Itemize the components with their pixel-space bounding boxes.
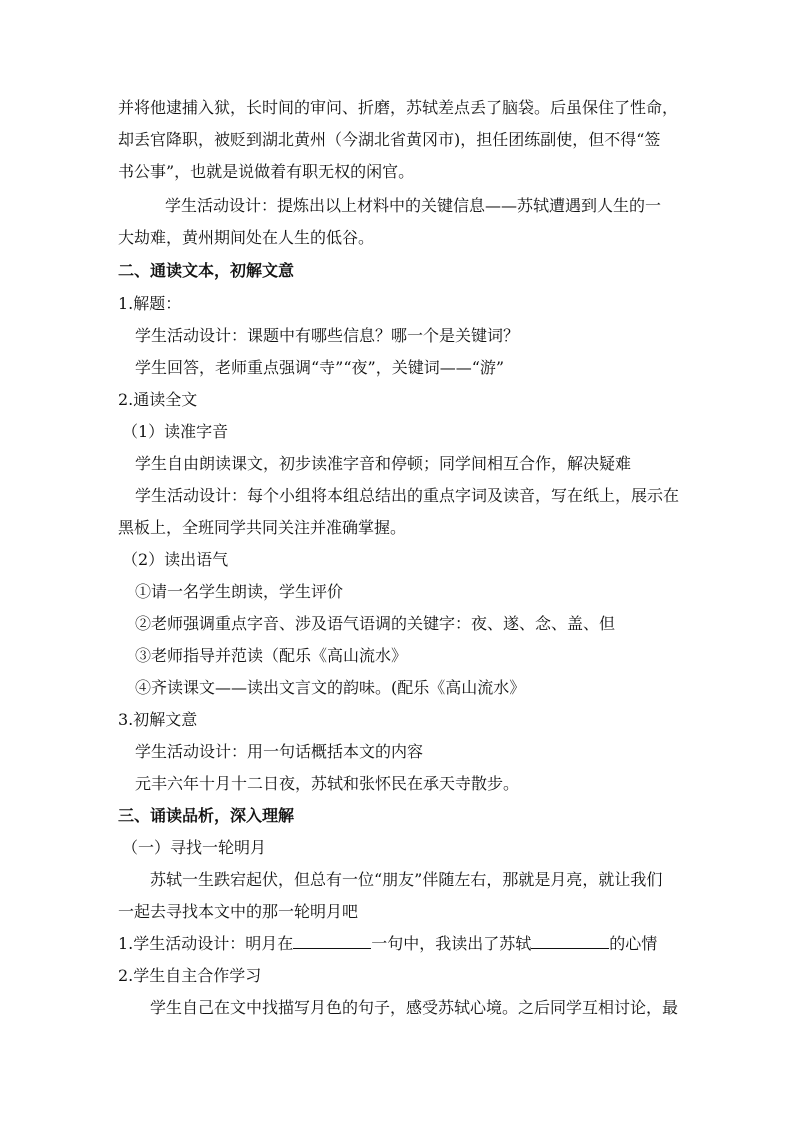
list-item: ①请一名学生朗读，学生评价 bbox=[135, 582, 344, 601]
paragraph-line: 学生活动设计：课题中有哪些信息？哪一个是关键词？ bbox=[135, 326, 520, 345]
paragraph-line: 学生活动设计：提炼出以上材料中的关键信息——苏轼遭遇到人生的一 bbox=[165, 196, 662, 215]
paragraph-line: 大劫难，黄州期间处在人生的低谷。 bbox=[118, 228, 375, 247]
paragraph-line: 学生自己在文中找描写月色的句子，感受苏轼心境。之后同学互相讨论，最 bbox=[150, 998, 679, 1017]
paragraph-line: 苏轼一生跌宕起伏，但总有一位“朋友”伴随左右，那就是月亮，就让我们 bbox=[150, 870, 663, 889]
subheading: 1.解题： bbox=[118, 294, 182, 313]
answer-blank-2[interactable] bbox=[531, 934, 609, 949]
paragraph-line: 学生活动设计：每个小组将本组总结出的重点字词及读音，写在纸上，展示在 bbox=[135, 486, 680, 505]
paragraph-line: 学生回答，老师重点强调“寺”“夜”，关键词——“游” bbox=[135, 358, 505, 377]
paragraph-line: 书公事”，也就是说做着有职无权的闲官。 bbox=[118, 162, 415, 181]
paragraph-line: 元丰六年十月十二日夜，苏轼和张怀民在承天寺散步。 bbox=[135, 774, 520, 793]
paragraph-line: 却丢官降职，被贬到湖北黄州（今湖北省黄冈市)，担任团练副使，但不得“签 bbox=[118, 130, 661, 149]
subheading: （一）寻找一轮明月 bbox=[122, 838, 267, 857]
subheading: 3.初解文意 bbox=[118, 710, 198, 729]
fill-text-3: 的心情 bbox=[609, 934, 658, 953]
subheading: 2.通读全文 bbox=[118, 390, 198, 409]
subheading: 2.学生自主合作学习 bbox=[118, 966, 262, 985]
fill-in-blank-line bbox=[118, 934, 657, 954]
paragraph-line: 学生活动设计：用一句话概括本文的内容 bbox=[135, 742, 424, 761]
section-heading: 二、通读文本，初解文意 bbox=[118, 261, 295, 280]
subheading: （1）读准字音 bbox=[122, 422, 229, 441]
subheading: （2）读出语气 bbox=[122, 550, 229, 569]
list-item: ②老师强调重点字音、涉及语气语调的关键字：夜、遂、念、盖、但 bbox=[135, 614, 616, 633]
answer-blank-1[interactable] bbox=[293, 934, 371, 949]
list-item: ③老师指导并范读（配乐《高山流水》 bbox=[135, 646, 408, 665]
section-heading: 三、诵读品析，深入理解 bbox=[118, 806, 295, 825]
list-item: ④齐读课文——读出文言文的韵味。(配乐《高山流水》 bbox=[135, 678, 526, 697]
paragraph-line: 一起去寻找本文中的那一轮明月吧 bbox=[118, 902, 359, 921]
paragraph-line: 黑板上，全班同学共同关注并准确掌握。 bbox=[118, 518, 407, 537]
paragraph-line: 并将他逮捕入狱，长时间的审问、折磨，苏轼差点丢了脑袋。后虽保住了性命， bbox=[118, 98, 679, 117]
fill-text-1: 1.学生活动设计：明月在 bbox=[118, 934, 294, 953]
fill-text-2: 一句中，我读出了苏轼 bbox=[371, 934, 532, 953]
paragraph-line: 学生自由朗读课文，初步读准字音和停顿；同学间相互合作，解决疑难 bbox=[135, 454, 632, 473]
